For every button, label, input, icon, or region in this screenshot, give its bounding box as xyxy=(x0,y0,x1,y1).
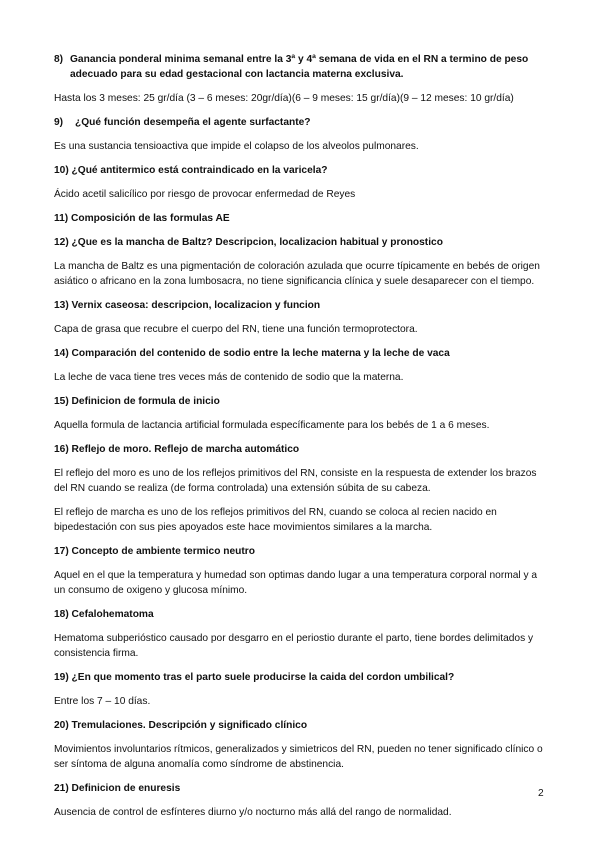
answer-16-moro-line-2: del RN cuando se realiza (de forma controlada) una extensión súbita de su cabeza. xyxy=(54,483,431,494)
answer-13: Capa de grasa que recubre el cuerpo del RN, tiene una función termoprotectora. xyxy=(54,324,418,335)
answer-12 xyxy=(54,259,552,289)
answer-18-line-2: consistencia firma. xyxy=(54,648,139,659)
question-19: 19) ¿En que momento tras el parto suele producirse la caida del cordon umbilical? xyxy=(54,672,455,683)
question-21: 21) Definicion de enuresis xyxy=(54,783,181,794)
question-13: 13) Vernix caseosa: descripcion, localizacion y funcion xyxy=(54,300,321,311)
answer-17 xyxy=(54,568,552,598)
answer-9: Es una sustancia tensioactiva que impide el colapso de los alveolos pulmonares. xyxy=(54,141,419,152)
answer-10: Ácido acetil salicílico por riesgo de provocar enfermedad de Reyes xyxy=(54,189,356,200)
answer-16-moro xyxy=(54,466,552,496)
question-18: 18) Cefalohematoma xyxy=(54,609,154,620)
question-9-text: ¿Qué función desempeña el agente surfactante? xyxy=(75,117,311,128)
question-9 xyxy=(54,115,552,130)
question-15: 15) Definicion de formula de inicio xyxy=(54,396,220,407)
answer-20 xyxy=(54,742,552,772)
answer-18-line-1: Hematoma subperióstico causado por desgarro en el periostio durante el parto, tiene bordes delimitados y xyxy=(54,633,534,644)
question-8-number: 8) xyxy=(54,54,64,65)
document-content xyxy=(54,52,552,829)
question-8-line-2: adecuado para su edad gestacional con lactancia materna exclusiva. xyxy=(70,69,404,80)
question-11: 11) Composición de las formulas AE xyxy=(54,213,230,224)
question-9-number: 9) xyxy=(54,117,64,128)
page-number: 2 xyxy=(538,788,544,799)
answer-12-line-1: La mancha de Baltz es una pigmentación de coloración azulada que ocurre típicamente en bebés de origen xyxy=(54,261,540,272)
answer-20-line-1: Movimientos involuntarios rítmicos, generalizados y simietricos del RN, pueden no tener significado clínico o xyxy=(54,744,543,755)
answer-19: Entre los 7 – 10 días. xyxy=(54,696,151,707)
question-8-text xyxy=(70,52,552,82)
answer-18 xyxy=(54,631,552,661)
answer-17-line-1: Aquel en el que la temperatura y humedad son optimas dando lugar a una temperatura corporal normal y a xyxy=(54,570,538,581)
question-8 xyxy=(54,52,552,82)
answer-15: Aquella formula de lactancia artificial formulada específicamente para los bebés de 1 a 6 meses. xyxy=(54,420,490,431)
question-8-line-1: Ganancia ponderal minima semanal entre la 3ª y 4ª semana de vida en el RN a termino de peso xyxy=(70,54,529,65)
answer-20-line-2: ser síntoma de alguna anomalía como síndrome de abstinencia. xyxy=(54,759,344,770)
answer-17-line-2: un consumo de oxigeno y glucosa mínimo. xyxy=(54,585,248,596)
question-10: 10) ¿Qué antitermico está contraindicado en la varicela? xyxy=(54,165,328,176)
question-16: 16) Reflejo de moro. Reflejo de marcha automático xyxy=(54,444,300,455)
answer-12-line-2: asiático o africano en la zona lumbosacra, no tiene significancia clínica y suele desaparecer con el tiempo. xyxy=(54,276,535,287)
question-17: 17) Concepto de ambiente termico neutro xyxy=(54,546,255,557)
answer-16-moro-line-1: El reflejo del moro es uno de los reflejos primitivos del RN, consiste en la respuesta de extender los brazos xyxy=(54,468,537,479)
answer-8: Hasta los 3 meses: 25 gr/día (3 – 6 meses: 20gr/día)(6 – 9 meses: 15 gr/día)(9 – 12 meses: 10 gr/día) xyxy=(54,93,514,104)
answer-16-marcha-line-2: bipedestación con sus pies apoyados este hace movimientos similares a la marcha. xyxy=(54,522,433,533)
answer-21: Ausencia de control de esfínteres diurno y/o nocturno más allá del rango de normalidad. xyxy=(54,807,452,818)
answer-14: La leche de vaca tiene tres veces más de contenido de sodio que la materna. xyxy=(54,372,404,383)
answer-16-marcha-line-1: El reflejo de marcha es uno de los reflejos primitivos del RN, cuando se coloca al recien nacido en xyxy=(54,507,497,518)
question-20: 20) Tremulaciones. Descripción y significado clínico xyxy=(54,720,308,731)
answer-16-marcha xyxy=(54,505,552,535)
question-12: 12) ¿Que es la mancha de Baltz? Descripcion, localizacion habitual y pronostico xyxy=(54,237,443,248)
question-14: 14) Comparación del contenido de sodio entre la leche materna y la leche de vaca xyxy=(54,348,450,359)
